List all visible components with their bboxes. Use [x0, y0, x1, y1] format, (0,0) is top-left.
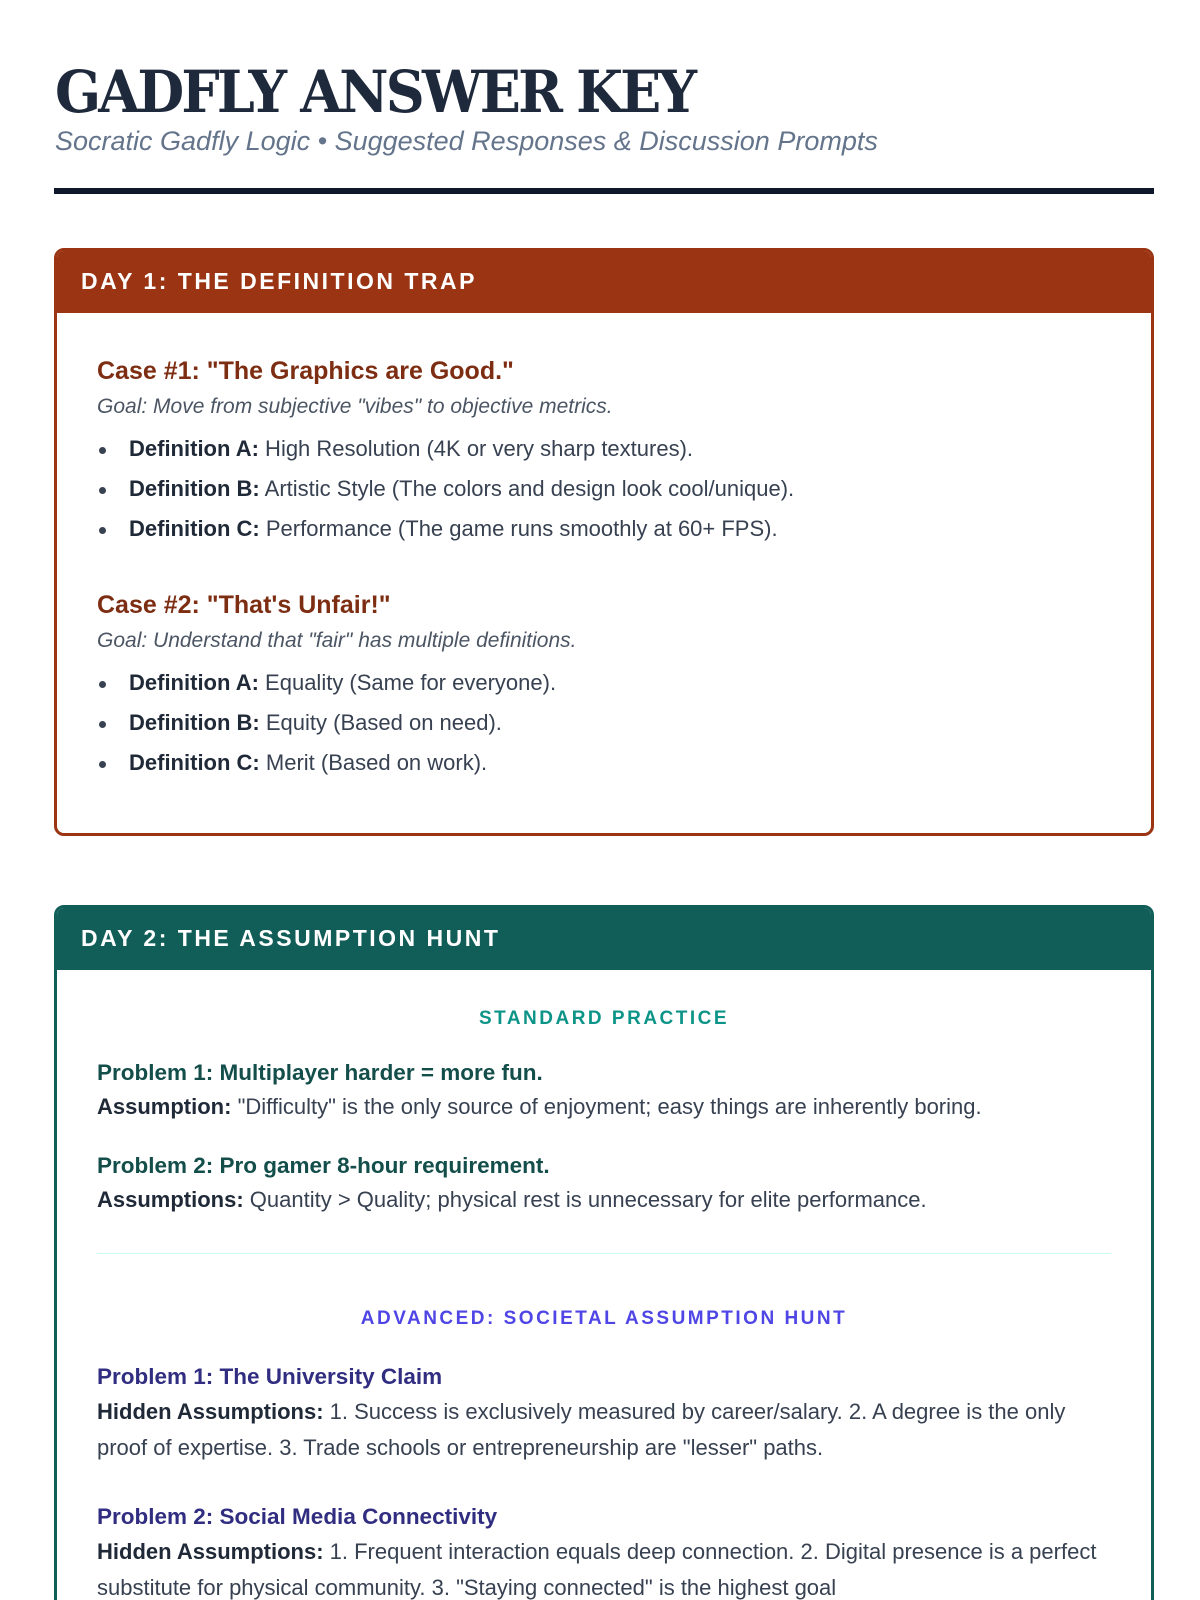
section-heading-advanced: ADVANCED: SOCIETAL ASSUMPTION HUNT — [360, 1308, 848, 1329]
problem — [97, 1149, 1111, 1217]
problem — [97, 1500, 1111, 1600]
problem-answer: Assumptions: Quantity > Quality; physical rest is unnecessary for elite performance. — [97, 1187, 927, 1212]
problem — [97, 1360, 1111, 1466]
list-item: Definition A: Equality (Same for everyone). — [97, 663, 1111, 703]
problem-title: Problem 2: Social Media Connectivity — [97, 1504, 498, 1529]
problem-title: Problem 2: Pro gamer 8-hour requirement. — [97, 1153, 550, 1178]
page-subtitle: Socratic Gadfly Logic • Suggested Responses & Discussion Prompts — [55, 126, 878, 156]
definition-list — [97, 663, 1111, 783]
problem-title: Problem 1: The University Claim — [97, 1364, 443, 1389]
problem-title: Problem 1: Multiplayer harder = more fun. — [97, 1060, 543, 1085]
list-item: Definition B: Equity (Based on need). — [97, 703, 1111, 743]
day2-header: DAY 2: THE ASSUMPTION HUNT — [57, 908, 1151, 970]
day1-header: DAY 1: THE DEFINITION TRAP — [57, 251, 1151, 313]
case-title: Case #1: "The Graphics are Good." — [97, 357, 514, 385]
list-item: Definition C: Performance (The game runs smoothly at 60+ FPS). — [97, 509, 1111, 549]
case-goal: Goal: Move from subjective "vibes" to objective metrics. — [97, 395, 613, 418]
problem-answer: Hidden Assumptions: 1. Success is exclusively measured by career/salary. 2. A degree is the only proof of expertise. 3. Trade schools or entrepreneurship are "lesser" paths. — [97, 1399, 1066, 1460]
day1-card — [54, 248, 1154, 836]
problem — [97, 1056, 1111, 1124]
case-goal: Goal: Understand that "fair" has multiple definitions. — [97, 629, 577, 652]
problem-answer: Assumption: "Difficulty" is the only source of enjoyment; easy things are inherently boring. — [97, 1094, 982, 1119]
case-title: Case #2: "That's Unfair!" — [97, 591, 391, 619]
problem-answer: Hidden Assumptions: 1. Frequent interaction equals deep connection. 2. Digital presence is a perfect substitute for physical community. 3. "Staying connected" is the highest goal — [97, 1539, 1097, 1600]
definition-list — [97, 429, 1111, 549]
list-item: Definition A: High Resolution (4K or very sharp textures). — [97, 429, 1111, 469]
section-divider — [97, 1253, 1111, 1254]
list-item: Definition B: Artistic Style (The colors and design look cool/unique). — [97, 469, 1111, 509]
header-divider — [54, 188, 1154, 194]
page-title: GADFLY ANSWER KEY — [55, 58, 695, 126]
day2-card — [54, 905, 1154, 1600]
section-heading-standard: STANDARD PRACTICE — [478, 1008, 730, 1029]
list-item: Definition C: Merit (Based on work). — [97, 743, 1111, 783]
